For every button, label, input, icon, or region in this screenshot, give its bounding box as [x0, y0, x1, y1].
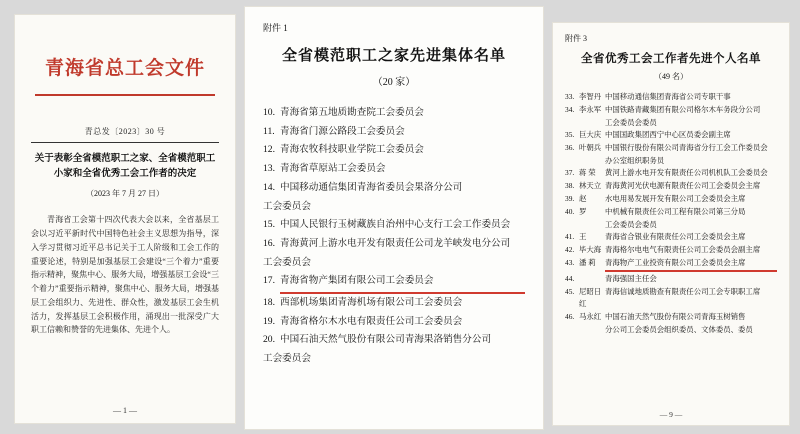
list-item-right	[565, 286, 777, 310]
list-item	[263, 313, 525, 332]
list-item	[263, 216, 525, 235]
list-item	[263, 235, 525, 254]
list-item-organization: 黄河上游水电开发有限责任公司机机队工会委员会	[605, 167, 768, 177]
list-item-person-name: 罗	[579, 206, 587, 216]
list-item-person-name: 叶朝兵	[579, 142, 602, 152]
list-item	[263, 160, 525, 179]
list-item-continuation-right: 工会委员会委员	[605, 117, 657, 127]
list-item-number: 13.	[263, 163, 275, 175]
list-item-text: 青海省草原站工会委员会	[280, 163, 386, 175]
list-item-number: 34.	[565, 104, 575, 114]
list-item-organization: 青海物产工业投资有限公司工会委员会主席	[605, 257, 777, 272]
document-page-left	[14, 14, 236, 424]
attachment-label: 附件 1	[263, 23, 288, 33]
list-item-right	[565, 104, 777, 116]
list-item-person-name: 毕大海	[579, 244, 602, 254]
list-item	[263, 141, 525, 160]
list-item-organization: 青海黄河光伏电源有限责任公司工会委员会主席	[605, 180, 761, 190]
list-item-person-name: 赵	[579, 193, 587, 203]
list-item	[263, 104, 525, 123]
list-item-text: 青海农牧科技职业学院工会委员会	[280, 144, 424, 156]
list-item	[263, 123, 525, 142]
list-item-organization: 中国移动通信集团青海省公司专职干事	[605, 92, 731, 101]
list-item-right	[565, 311, 777, 323]
doc-date: （2023 年 7 月 27 日）	[86, 189, 164, 199]
list-item-person-name: 王	[579, 231, 587, 241]
list-item-number: 38.	[565, 180, 575, 190]
list-item-number: 12.	[263, 144, 275, 156]
list-item-person-name: 李智丹	[579, 92, 602, 101]
list-item-number: 40.	[565, 206, 575, 216]
list-item-organization: 青海格尔电电气有限责任公司工会委员会副主席	[605, 244, 761, 254]
list-item-right	[565, 231, 777, 243]
list-item-continuation-right: 办公室组织职务员	[605, 155, 665, 165]
list-item-right	[565, 142, 777, 154]
entry-list	[263, 104, 525, 369]
list-item-organization: 中国石油天然气股份有限公司青海玉树销售	[605, 311, 746, 321]
page-number-right: — 9 —	[659, 410, 683, 419]
list-item-number: 15.	[263, 219, 275, 231]
list-item-organization: 青海信诚地质勘查有限责任公司工会专职职工席	[605, 286, 761, 296]
list-item-organization: 中国国政集团西宁中心区员委会副主席	[605, 129, 731, 139]
list-item-person-name: 蒋 荣	[579, 167, 596, 177]
list-item-number: 17.	[263, 275, 275, 287]
list-item-continuation: 工会委员会	[263, 200, 311, 212]
list-item-number: 35.	[565, 129, 575, 139]
list-item-organization: 青海省合银业有限责任公司工会委员会主席	[605, 231, 746, 241]
doc-paragraph: 青海省工会第十四次代表大会以来，全省基层工会以习近平新时代中国特色社会主义思想为指导，深入学习贯彻习近平总书记关于工人阶级和工会工作的重要论述，特别是加强基层工会建设“三个着力”重要指示精神，聚焦中心、服务大局，增强基层工会设“三个着力”重要指示精神，聚焦中心、服务大局，增强基层工会组织力、先进性、群众性，激发基层工会生机活力，发挥基层工会积极作用，涌现出一批深受广大职工信赖和赞誉的先进集体、先进个人。	[31, 215, 219, 335]
list-item-organization: 水电用易发展开发有限公司工会委员会主席	[605, 193, 746, 203]
doc-body	[29, 213, 221, 337]
list-item-number: 45.	[565, 286, 575, 296]
list-item-number: 43.	[565, 257, 575, 267]
list-item-number: 42.	[565, 244, 575, 254]
list-item-number: 41.	[565, 231, 575, 241]
list-item-number: 33.	[565, 92, 575, 101]
page-number-left: — 1 —	[113, 406, 137, 415]
list-item-number: 16.	[263, 237, 275, 249]
list-item-continuation-right: 分公司工会委员会组织委员、文体委员、委员	[605, 324, 753, 334]
document-page-right	[552, 22, 790, 426]
list-item-organization: 中国铁路青藏集团有限公司格尔木车务段分公司	[605, 104, 761, 114]
list-item-right	[565, 193, 777, 205]
list-item-right	[565, 244, 777, 256]
list-item	[263, 272, 525, 294]
list-item-number: 44.	[565, 273, 575, 283]
thin-divider	[31, 142, 219, 143]
list-item-number: 37.	[565, 167, 575, 177]
list-item-text: 青海省格尔木水电有限责任公司工会委员会	[280, 315, 463, 327]
list-item-text: 青海省物产集团有限公司工会委员会	[280, 272, 525, 294]
list-item-text: 青海省第五地质勘查院工会委员会	[280, 107, 424, 118]
list-item-continuation: 工会委员会	[263, 353, 311, 365]
list-item-person-name	[579, 273, 605, 285]
list-item-right	[565, 91, 777, 103]
document-page-middle	[244, 6, 544, 430]
list-item-number: 46.	[565, 311, 575, 321]
list-item-text: 中国移动通信集团青海省委员会果洛分公司	[280, 181, 463, 193]
list-item-person-name: 巨大庆	[579, 129, 602, 139]
list-item-text: 青海省门源公路段工会委员会	[280, 125, 405, 137]
list-item-text: 西部机场集团青海机场有限公司工会委员会	[280, 297, 463, 309]
list-item-organization: 中机械有限责任公司工程有限公司第三分局	[605, 206, 746, 216]
list-item-organization: 青海强国主任会	[605, 273, 657, 283]
list-item	[263, 179, 525, 198]
list-item-right	[565, 206, 777, 218]
list-item-number: 39.	[565, 193, 575, 203]
list-item-organization: 中国银行股份有限公司青海省分行工会工作委员会	[605, 142, 768, 152]
list-item-continuation: 工会委员会	[263, 256, 311, 268]
list-title-right: 全省优秀工会工作者先进个人名单	[581, 53, 761, 65]
list-item-text: 中国石油天然气股份有限公司青海果洛销售分公司	[280, 334, 492, 346]
list-item-continuation-right: 工会委员会委员	[605, 219, 657, 229]
red-divider	[35, 94, 215, 96]
list-item-number: 10.	[263, 107, 275, 118]
list-item-person-name: 林天立	[579, 180, 602, 190]
list-title: 全省模范职工之家先进集体名单	[281, 48, 506, 64]
attachment-label-right: 附件 3	[565, 34, 587, 43]
doc-number: 青总发〔2023〕30 号	[84, 127, 166, 136]
list-item-number: 20.	[263, 334, 275, 346]
org-title: 青海省总工会文件	[44, 58, 205, 79]
list-item-right	[565, 257, 777, 272]
list-item-number: 18.	[263, 297, 275, 309]
list-item-right	[565, 180, 777, 192]
list-item-text: 青海黄河上游水电开发有限责任公司龙羊峡发电分公司	[280, 237, 511, 249]
list-item-person-name: 潘 莉	[579, 257, 596, 267]
list-item-number: 36.	[565, 142, 575, 152]
list-item-right	[565, 273, 777, 285]
list-item-right	[565, 129, 777, 141]
list-item-text: 中国人民银行玉树藏族自治州中心支行工会工作委员会	[280, 219, 511, 231]
list-count: （20 家）	[372, 77, 416, 88]
doc-heading: 关于表彰全省模范职工之家、全省模范职工小家和全省优秀工会工作者的决定	[34, 154, 216, 179]
list-item	[263, 294, 525, 313]
list-item-number: 14.	[263, 181, 275, 193]
list-item-person-name: 尼昭日红	[579, 286, 602, 308]
list-item-right	[565, 167, 777, 179]
entry-list-right	[565, 91, 777, 336]
list-item-person-name: 马永红	[579, 311, 602, 321]
list-item-number: 11.	[263, 125, 275, 137]
list-count-right: （49 名）	[654, 72, 688, 81]
list-item	[263, 331, 525, 350]
list-item-number: 19.	[263, 315, 275, 327]
list-item-person-name: 李永军	[579, 104, 602, 114]
